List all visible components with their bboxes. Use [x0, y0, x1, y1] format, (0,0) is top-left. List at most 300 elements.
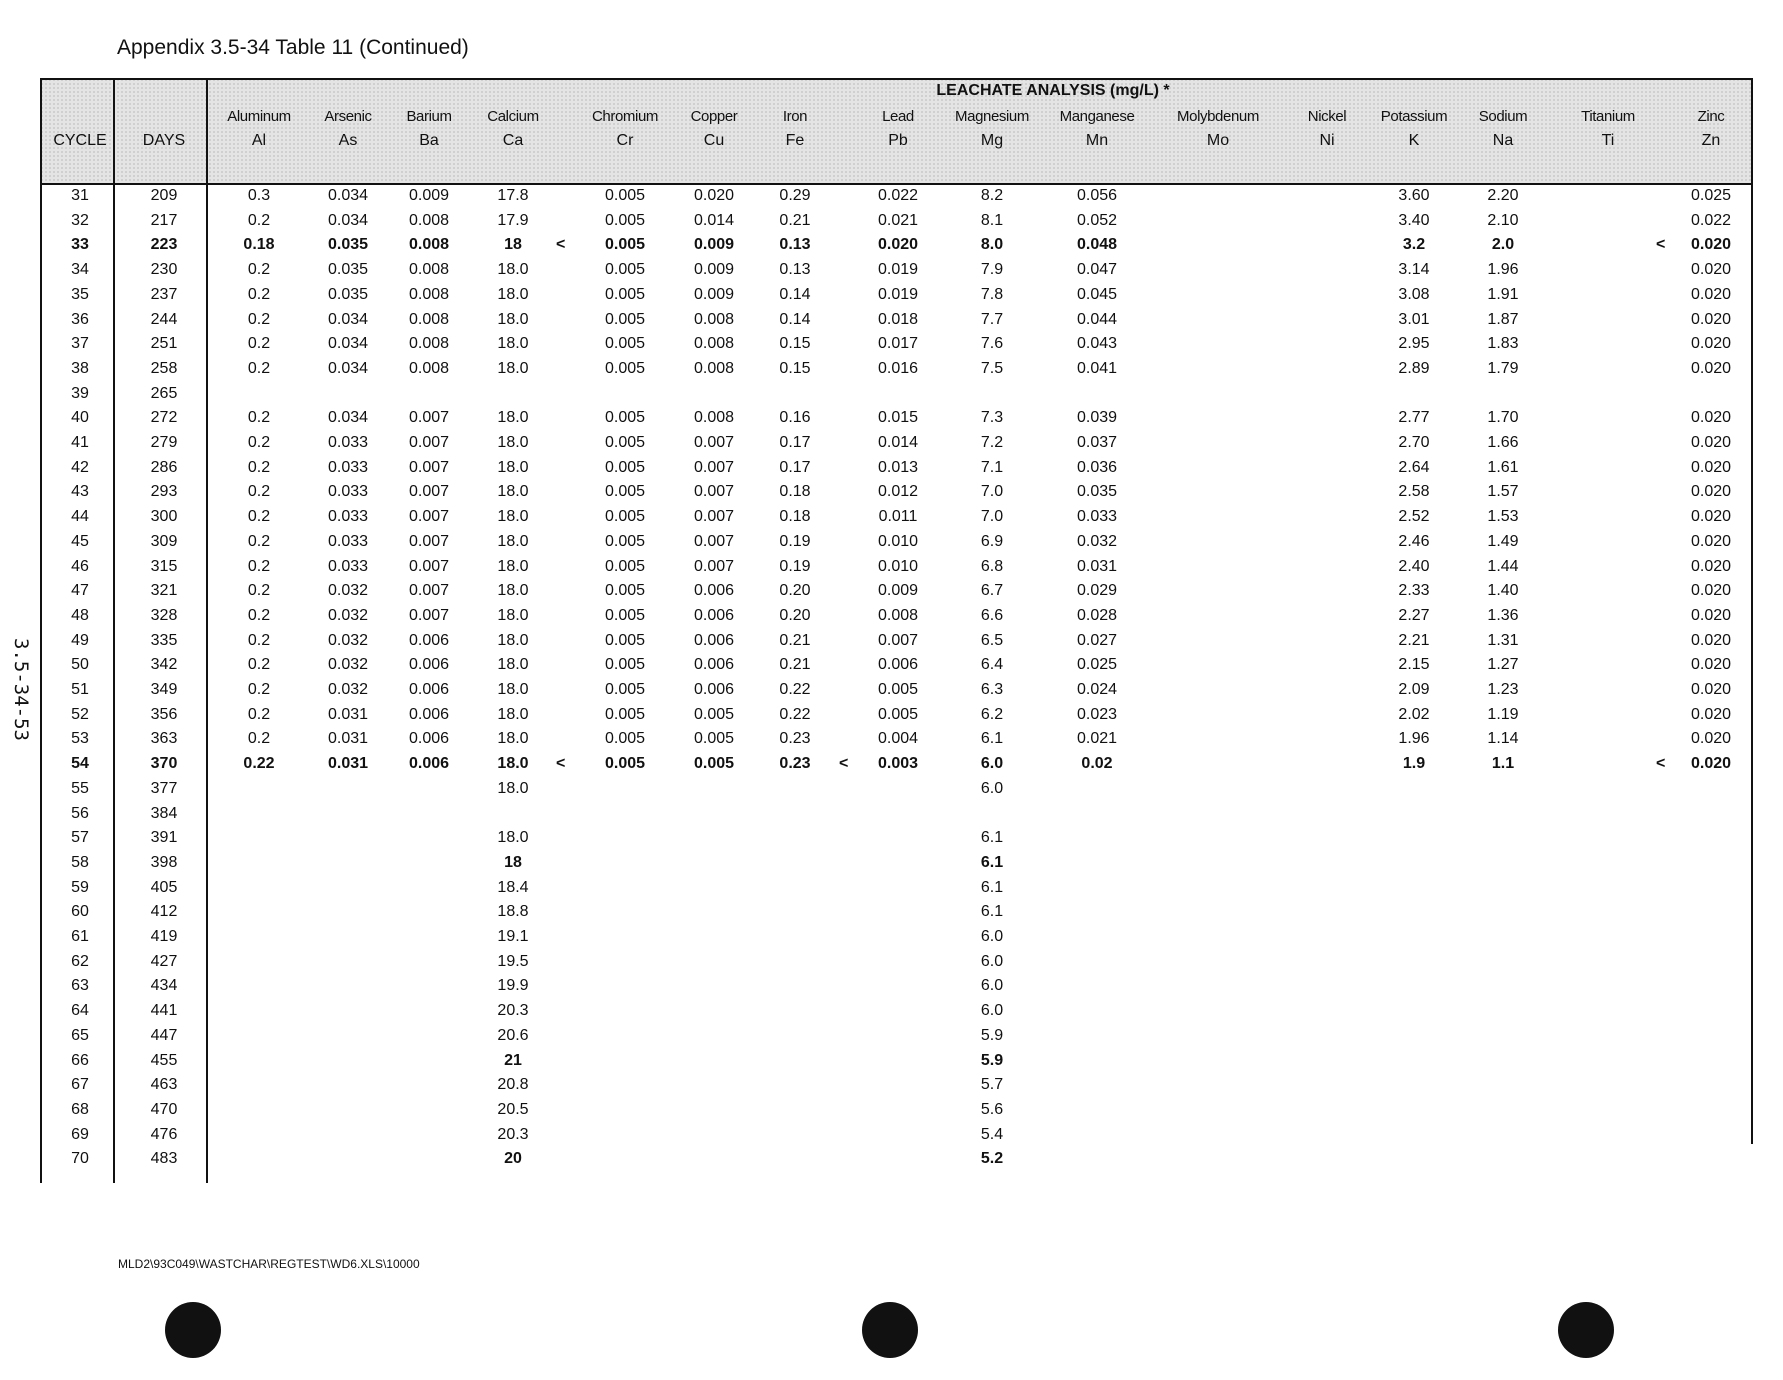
days-cell: 476	[150, 1125, 178, 1143]
value-cell-ca: 17.8	[497, 187, 529, 204]
cycle-cell: 58	[71, 853, 89, 871]
table-row	[40, 877, 1753, 902]
value-cell-k: 2.89	[1398, 359, 1430, 377]
value-cell-cr: 0.005	[604, 261, 646, 279]
leachate-table	[40, 78, 1753, 1183]
value-cell-pb: 0.012	[877, 483, 919, 501]
value-cell-ca: 18.0	[497, 705, 529, 723]
days-cell: 412	[150, 903, 178, 921]
value-cell-na: 2.0	[1491, 236, 1515, 254]
days-cell: 349	[150, 681, 178, 698]
value-cell-cr: 0.005	[604, 755, 646, 773]
value-cell-pb: 0.006	[877, 656, 919, 674]
value-cell-cu: 0.008	[693, 310, 735, 328]
value-cell-mg: 7.7	[980, 310, 1004, 328]
cycle-cell: 55	[71, 779, 89, 797]
value-cell-mn: 0.021	[1076, 730, 1118, 748]
value-cell-as: 0.032	[327, 606, 369, 624]
value-cell-zn: 0.020	[1690, 458, 1732, 476]
value-cell-cu: 0.009	[693, 236, 735, 254]
leachate-analysis-header: LEACHATE ANALYSIS (mg/L) *	[936, 82, 1170, 99]
value-cell-mg: 8.1	[980, 211, 1004, 229]
value-cell-mg: 6.0	[980, 779, 1004, 797]
value-cell-ba: 0.007	[408, 458, 450, 476]
cycle-cell: 36	[71, 310, 89, 328]
value-cell-k: 2.77	[1398, 409, 1430, 427]
value-cell-mg: 7.2	[980, 434, 1004, 451]
cycle-cell: 64	[71, 1002, 89, 1020]
table-row	[40, 1124, 1753, 1149]
table-row	[40, 284, 1753, 309]
value-cell-cr: 0.005	[604, 606, 646, 624]
punch-hole-right	[1558, 1302, 1614, 1358]
value-cell-al: 0.2	[247, 483, 271, 501]
days-cell: 286	[150, 458, 178, 476]
value-cell-cr: 0.005	[604, 409, 646, 427]
value-cell-mg: 6.1	[980, 730, 1004, 748]
punch-hole-left	[165, 1302, 221, 1358]
days-cell: 470	[150, 1100, 178, 1118]
value-cell-ca: 18.0	[497, 631, 529, 649]
column-header-pb-name: Lead	[882, 108, 914, 125]
value-cell-al: 0.2	[247, 631, 271, 649]
value-cell-pb: 0.010	[877, 557, 919, 575]
value-cell-ca: 18.0	[497, 532, 529, 550]
value-cell-zn: 0.020	[1690, 335, 1732, 353]
days-cell: 391	[150, 829, 178, 847]
table-row	[40, 901, 1753, 926]
value-cell-cu: 0.008	[693, 409, 735, 427]
value-cell-fe: 0.22	[779, 705, 811, 723]
value-cell-cr: 0.005	[604, 211, 646, 229]
column-header-k-name: Potassium	[1380, 108, 1448, 125]
value-cell-as: 0.035	[327, 261, 369, 279]
value-cell-al: 0.2	[247, 532, 271, 550]
value-cell-as: 0.033	[327, 508, 369, 526]
value-cell-zn: 0.020	[1690, 508, 1732, 526]
value-cell-as: 0.035	[327, 285, 369, 303]
column-header-zn-name: Zinc	[1697, 108, 1725, 125]
value-cell-mg: 7.6	[980, 335, 1004, 353]
value-cell-mg: 6.8	[980, 557, 1004, 575]
value-cell-na: 2.10	[1487, 211, 1519, 229]
cycle-cell: 61	[71, 928, 89, 945]
column-header-ba-symbol: Ba	[419, 132, 439, 149]
value-cell-cu: 0.009	[693, 285, 735, 303]
value-cell-ca: 19.9	[497, 977, 529, 995]
table-row	[40, 185, 1753, 210]
value-cell-al: 0.2	[247, 458, 271, 476]
value-cell-cu: 0.006	[693, 606, 735, 624]
page-code: 3.5-34-53	[10, 638, 32, 741]
value-cell-al: 0.2	[247, 730, 271, 748]
value-cell-mn: 0.031	[1076, 557, 1118, 575]
days-cell: 356	[150, 705, 178, 723]
value-cell-zn: 0.020	[1690, 261, 1732, 279]
value-cell-cu: 0.006	[693, 656, 735, 674]
value-cell-mg: 5.4	[980, 1125, 1004, 1143]
value-cell-ba: 0.006	[408, 631, 450, 649]
value-cell-mn: 0.037	[1076, 434, 1118, 451]
cycle-cell: 53	[71, 730, 89, 748]
value-cell-mg: 6.1	[980, 829, 1004, 847]
value-cell-cr: 0.005	[604, 557, 646, 575]
value-cell-zn: 0.020	[1690, 285, 1732, 303]
cycle-cell: 68	[71, 1100, 89, 1118]
value-cell-mn: 0.02	[1081, 755, 1113, 773]
value-cell-fe: 0.17	[779, 458, 811, 476]
value-cell-mg: 6.1	[980, 878, 1004, 896]
table-row	[40, 951, 1753, 976]
days-cell: 434	[150, 977, 178, 995]
value-cell-k: 2.33	[1398, 582, 1430, 600]
value-cell-mg: 7.8	[980, 285, 1004, 303]
value-cell-pb: 0.017	[877, 335, 919, 353]
value-cell-k: 3.40	[1398, 211, 1430, 229]
value-cell-mg: 6.7	[980, 582, 1004, 600]
value-cell-ca: 18.0	[497, 483, 529, 501]
column-header-cr-symbol: Cr	[616, 132, 634, 149]
days-cell: 328	[150, 606, 178, 624]
column-header-na-name: Sodium	[1478, 108, 1528, 125]
value-cell-al: 0.2	[247, 705, 271, 723]
value-cell-mn: 0.027	[1076, 631, 1118, 649]
cycle-cell: 63	[71, 977, 89, 995]
days-column-header: DAYS	[142, 132, 186, 149]
value-cell-mg: 7.0	[980, 483, 1004, 501]
days-cell: 209	[150, 187, 178, 204]
value-cell-ba: 0.006	[408, 681, 450, 698]
value-cell-na: 1.83	[1487, 335, 1519, 353]
value-cell-ca: 18.0	[497, 582, 529, 600]
value-cell-zn: 0.020	[1690, 359, 1732, 377]
table-row	[40, 728, 1753, 753]
value-cell-k: 2.58	[1398, 483, 1430, 501]
value-cell-cu: 0.006	[693, 631, 735, 649]
value-cell-mg: 5.9	[980, 1051, 1004, 1069]
value-cell-al: 0.2	[247, 310, 271, 328]
value-cell-ba: 0.007	[408, 582, 450, 600]
value-cell-mn: 0.032	[1076, 532, 1118, 550]
value-cell-cu: 0.007	[693, 483, 735, 501]
table-row	[40, 580, 1753, 605]
days-cell: 258	[150, 359, 178, 377]
value-cell-fe: 0.14	[779, 285, 811, 303]
days-cell: 309	[150, 532, 178, 550]
value-cell-as: 0.034	[327, 187, 369, 204]
table-row	[40, 753, 1753, 778]
value-cell-k: 3.01	[1398, 310, 1430, 328]
value-cell-pb: 0.010	[877, 532, 919, 550]
value-cell-cr: 0.005	[604, 730, 646, 748]
value-cell-mg: 6.9	[980, 532, 1004, 550]
table-top-border	[40, 78, 1753, 80]
value-cell-ca: 18.4	[497, 878, 529, 896]
less-than-marker: <	[556, 236, 566, 254]
value-cell-ba: 0.008	[408, 359, 450, 377]
value-cell-mn: 0.035	[1076, 483, 1118, 501]
value-cell-pb: 0.008	[877, 606, 919, 624]
table-row	[40, 259, 1753, 284]
cycle-cell: 39	[71, 384, 89, 402]
value-cell-na: 1.66	[1487, 434, 1519, 451]
cycle-cell: 48	[71, 606, 89, 624]
value-cell-zn: 0.020	[1690, 409, 1732, 427]
cycle-cell: 52	[71, 705, 89, 723]
value-cell-ca: 18.0	[497, 409, 529, 427]
value-cell-cr: 0.005	[604, 681, 646, 698]
table-row	[40, 654, 1753, 679]
cycle-cell: 65	[71, 1026, 89, 1044]
value-cell-ca: 18	[504, 853, 522, 871]
value-cell-fe: 0.19	[779, 532, 811, 550]
value-cell-as: 0.031	[327, 755, 369, 773]
value-cell-zn: 0.025	[1690, 187, 1732, 204]
value-cell-pb: 0.022	[877, 187, 919, 204]
value-cell-zn: 0.020	[1690, 730, 1732, 748]
value-cell-zn: 0.020	[1690, 582, 1732, 600]
cycle-cell: 51	[71, 681, 89, 698]
table-row	[40, 704, 1753, 729]
value-cell-fe: 0.23	[779, 755, 811, 773]
days-cell: 251	[150, 335, 178, 353]
column-header-mo-name: Molybdenum	[1177, 108, 1259, 125]
value-cell-k: 1.9	[1402, 755, 1426, 773]
value-cell-mg: 6.5	[980, 631, 1004, 649]
value-cell-zn: 0.020	[1690, 434, 1732, 451]
value-cell-mn: 0.043	[1076, 335, 1118, 353]
value-cell-mn: 0.024	[1076, 681, 1118, 698]
value-cell-al: 0.2	[247, 434, 271, 451]
column-header-mn-name: Manganese	[1059, 108, 1135, 125]
value-cell-mn: 0.056	[1076, 187, 1118, 204]
cycle-cell: 44	[71, 508, 89, 526]
value-cell-as: 0.034	[327, 310, 369, 328]
value-cell-ca: 18.0	[497, 557, 529, 575]
cycle-cell: 50	[71, 656, 89, 674]
value-cell-fe: 0.21	[779, 656, 811, 674]
value-cell-zn: 0.020	[1690, 532, 1732, 550]
value-cell-ba: 0.007	[408, 557, 450, 575]
value-cell-pb: 0.011	[878, 508, 918, 526]
cycle-cell: 66	[71, 1051, 89, 1069]
value-cell-cu: 0.005	[693, 755, 735, 773]
value-cell-pb: 0.020	[877, 236, 919, 254]
value-cell-na: 1.87	[1487, 310, 1519, 328]
value-cell-mn: 0.028	[1076, 606, 1118, 624]
value-cell-cr: 0.005	[604, 582, 646, 600]
value-cell-cu: 0.007	[693, 434, 735, 451]
table-row	[40, 852, 1753, 877]
value-cell-as: 0.032	[327, 681, 369, 698]
days-cell: 279	[150, 434, 178, 451]
value-cell-na: 1.27	[1487, 656, 1519, 674]
column-header-ca-name: Calcium	[487, 108, 539, 125]
value-cell-as: 0.034	[327, 211, 369, 229]
table-row	[40, 679, 1753, 704]
column-header-cr-name: Chromium	[592, 108, 658, 125]
value-cell-zn: 0.020	[1690, 310, 1732, 328]
column-header-pb-symbol: Pb	[888, 132, 908, 149]
value-cell-mg: 5.9	[980, 1026, 1004, 1044]
column-header-mg-symbol: Mg	[980, 132, 1004, 149]
value-cell-ba: 0.007	[408, 606, 450, 624]
value-cell-mn: 0.041	[1076, 359, 1118, 377]
value-cell-k: 3.2	[1402, 236, 1426, 254]
cycle-cell: 41	[71, 434, 89, 451]
table-row	[40, 333, 1753, 358]
table-row	[40, 506, 1753, 531]
value-cell-ba: 0.009	[408, 187, 450, 204]
value-cell-na: 1.40	[1487, 582, 1519, 600]
value-cell-pb: 0.018	[877, 310, 919, 328]
value-cell-cr: 0.005	[604, 285, 646, 303]
less-than-marker: <	[556, 755, 566, 773]
cycle-cell: 45	[71, 532, 89, 550]
value-cell-ba: 0.007	[408, 434, 450, 451]
value-cell-ba: 0.007	[408, 409, 450, 427]
value-cell-zn: 0.020	[1690, 631, 1732, 649]
value-cell-mn: 0.047	[1076, 261, 1118, 279]
value-cell-fe: 0.15	[779, 359, 811, 377]
value-cell-na: 1.31	[1487, 631, 1519, 649]
table-row	[40, 827, 1753, 852]
value-cell-as: 0.032	[327, 631, 369, 649]
value-cell-cr: 0.005	[604, 359, 646, 377]
value-cell-ca: 18.0	[497, 779, 529, 797]
value-cell-pb: 0.004	[877, 730, 919, 748]
value-cell-al: 0.2	[247, 681, 271, 698]
value-cell-mn: 0.036	[1076, 458, 1118, 476]
value-cell-fe: 0.23	[779, 730, 811, 748]
value-cell-cu: 0.006	[693, 681, 735, 698]
value-cell-zn: 0.020	[1690, 236, 1732, 254]
value-cell-cr: 0.005	[604, 508, 646, 526]
column-header-ni-name: Nickel	[1307, 108, 1347, 125]
value-cell-ca: 18.0	[497, 310, 529, 328]
days-cell: 300	[150, 508, 178, 526]
table-row	[40, 630, 1753, 655]
table-row	[40, 457, 1753, 482]
column-header-ni-symbol: Ni	[1319, 132, 1335, 149]
value-cell-mg: 6.1	[980, 853, 1004, 871]
value-cell-ca: 18.0	[497, 285, 529, 303]
value-cell-zn: 0.020	[1690, 483, 1732, 501]
value-cell-ba: 0.006	[408, 656, 450, 674]
value-cell-na: 1.70	[1487, 409, 1519, 427]
cycle-cell: 38	[71, 359, 89, 377]
value-cell-pb: 0.016	[877, 359, 919, 377]
value-cell-zn: 0.020	[1690, 656, 1732, 674]
value-cell-k: 2.95	[1398, 335, 1430, 353]
days-cell: 377	[150, 779, 178, 797]
value-cell-ca: 19.5	[497, 952, 529, 970]
value-cell-pb: 0.013	[877, 458, 919, 476]
value-cell-ba: 0.008	[408, 261, 450, 279]
days-cell: 447	[150, 1026, 178, 1044]
value-cell-cr: 0.005	[604, 236, 646, 254]
value-cell-mn: 0.039	[1076, 409, 1118, 427]
table-row	[40, 234, 1753, 259]
value-cell-na: 1.1	[1491, 755, 1515, 773]
value-cell-mg: 6.0	[980, 977, 1004, 995]
value-cell-as: 0.033	[327, 458, 369, 476]
table-row	[40, 1148, 1753, 1173]
days-cell: 419	[150, 928, 178, 945]
value-cell-al: 0.2	[247, 606, 271, 624]
value-cell-as: 0.032	[327, 656, 369, 674]
cycle-column-header: CYCLE	[53, 132, 107, 149]
value-cell-na: 1.14	[1487, 730, 1519, 748]
table-row	[40, 1000, 1753, 1025]
cycle-cell: 46	[71, 557, 89, 575]
value-cell-al: 0.2	[247, 656, 271, 674]
value-cell-ba: 0.008	[408, 335, 450, 353]
value-cell-fe: 0.13	[779, 261, 811, 279]
value-cell-ca: 18.0	[497, 656, 529, 674]
value-cell-fe: 0.29	[779, 187, 811, 204]
value-cell-as: 0.035	[327, 236, 369, 254]
value-cell-as: 0.034	[327, 359, 369, 377]
value-cell-mg: 6.0	[980, 952, 1004, 970]
value-cell-al: 0.2	[247, 335, 271, 353]
value-cell-ca: 18.0	[497, 508, 529, 526]
value-cell-mn: 0.025	[1076, 656, 1118, 674]
table-row	[40, 531, 1753, 556]
table-row	[40, 210, 1753, 235]
column-header-as-name: Arsenic	[324, 108, 372, 125]
cycle-cell: 33	[71, 236, 89, 254]
column-header-cu-name: Copper	[690, 108, 738, 125]
value-cell-fe: 0.20	[779, 606, 811, 624]
value-cell-cr: 0.005	[604, 335, 646, 353]
cycle-cell: 60	[71, 903, 89, 921]
value-cell-na: 1.61	[1487, 458, 1519, 476]
value-cell-al: 0.18	[243, 236, 275, 254]
column-header-as-symbol: As	[338, 132, 358, 149]
table-row	[40, 1050, 1753, 1075]
value-cell-k: 3.08	[1398, 285, 1430, 303]
column-header-mo-symbol: Mo	[1206, 132, 1230, 149]
value-cell-zn: 0.020	[1690, 755, 1732, 773]
value-cell-ba: 0.007	[408, 532, 450, 550]
value-cell-al: 0.2	[247, 211, 271, 229]
value-cell-zn: 0.020	[1690, 606, 1732, 624]
value-cell-ca: 18.0	[497, 606, 529, 624]
value-cell-ca: 18.0	[497, 261, 529, 279]
value-cell-fe: 0.22	[779, 681, 811, 698]
value-cell-as: 0.033	[327, 483, 369, 501]
value-cell-na: 1.79	[1487, 359, 1519, 377]
value-cell-mg: 8.0	[980, 236, 1004, 254]
value-cell-na: 1.57	[1487, 483, 1519, 501]
value-cell-mg: 7.9	[980, 261, 1004, 279]
value-cell-fe: 0.13	[779, 236, 811, 254]
column-header-k-symbol: K	[1408, 132, 1420, 149]
table-row	[40, 481, 1753, 506]
value-cell-fe: 0.16	[779, 409, 811, 427]
value-cell-as: 0.031	[327, 705, 369, 723]
value-cell-ca: 18.8	[497, 903, 529, 921]
value-cell-mn: 0.048	[1076, 236, 1118, 254]
value-cell-cu: 0.009	[693, 261, 735, 279]
file-path-footer: MLD2\93C049\WASTCHAR\REGTEST\WD6.XLS\10000	[118, 1257, 420, 1271]
value-cell-ca: 18.0	[497, 730, 529, 748]
value-cell-ca: 20.3	[497, 1002, 529, 1020]
value-cell-cr: 0.005	[604, 187, 646, 204]
value-cell-mg: 6.0	[980, 928, 1004, 945]
value-cell-k: 2.21	[1398, 631, 1430, 649]
